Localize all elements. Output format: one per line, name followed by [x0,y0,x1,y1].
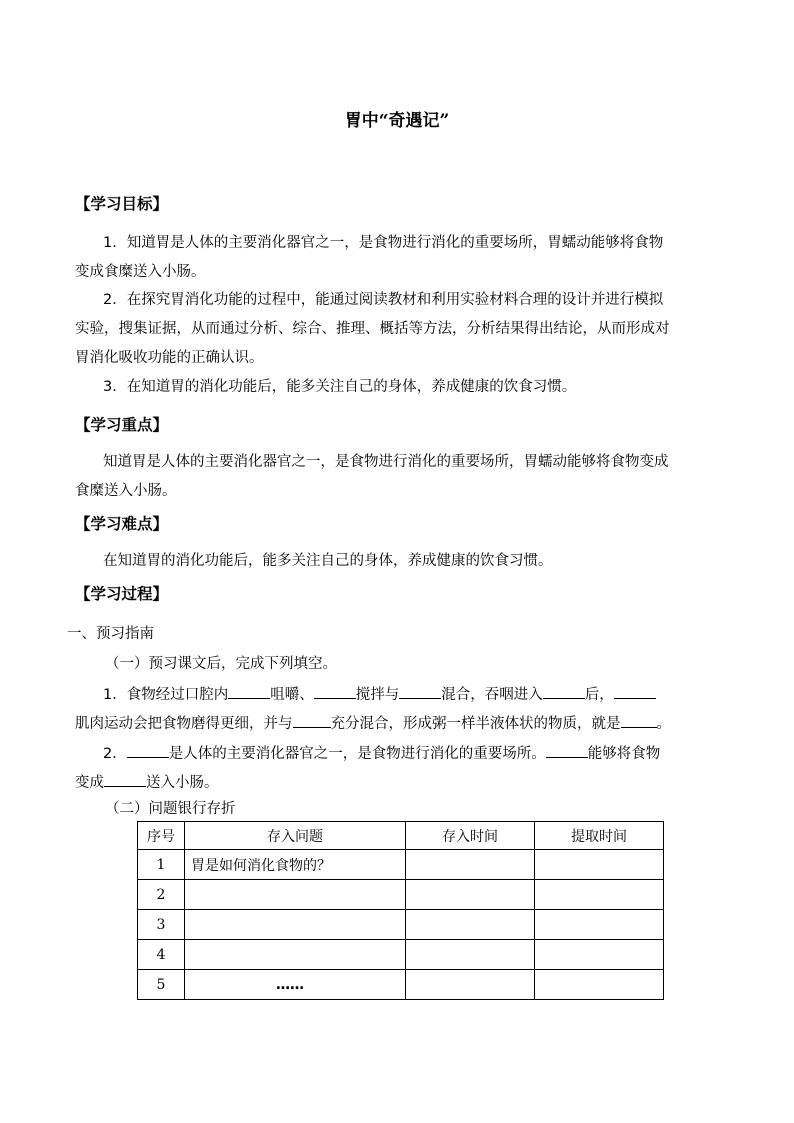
header-withdraw-time: 提取时间 [535,822,664,850]
q2-text-c: 能够将食物 [587,746,661,762]
deposit-time-cell[interactable] [406,880,535,910]
q1-text-f: 肌肉运动会把食物磨得更细，并与 [75,716,293,732]
blank-field[interactable] [104,771,146,787]
header-no: 序号 [138,822,185,850]
goal-2-line-2: 实验，搜集证据，从而通过分析、综合、推理、概括等方法，分析结果得出结论，从而形成对 [75,321,670,337]
blank-field[interactable] [546,742,588,758]
deposit-time-cell[interactable] [406,910,535,940]
header-deposit-time: 存入时间 [406,822,535,850]
fill-question-2-line-2 [75,771,219,793]
blank-field[interactable] [399,683,441,699]
sub-two-label: （二）问题银行存折 [105,801,236,817]
row-number: 3 [138,910,185,940]
question-cell[interactable] [185,940,406,970]
header-question: 存入问题 [185,822,406,850]
blank-field[interactable] [127,742,169,758]
deposit-time-cell[interactable] [406,940,535,970]
difficulties-heading: 【学习难点】 [75,515,169,533]
q1-text-b: 咀嚼、 [270,687,314,703]
q2-text-b: 是人体的主要消化器官之一，是食物进行消化的重要场所。 [168,746,546,762]
q2-text-a: 2． [103,746,127,762]
goal-1-line-2: 变成食糜送入小肠。 [75,264,206,280]
row-number: 2 [138,880,185,910]
question-bank-table [137,821,664,1000]
blank-field[interactable] [621,712,657,728]
withdraw-time-cell[interactable] [535,880,664,910]
withdraw-time-cell[interactable] [535,940,664,970]
key-points-line-2: 食糜送入小肠。 [75,483,177,499]
fill-question-1-line-2 [75,712,671,734]
deposit-time-cell[interactable] [406,850,535,880]
sub-one-label: （一）预习课文后，完成下列填空。 [105,656,337,672]
table-row [138,940,664,970]
question-cell[interactable]: …… [185,970,406,1000]
deposit-time-cell[interactable] [406,970,535,1000]
withdraw-time-cell[interactable] [535,910,664,940]
goal-1-line-1: 1．知道胃是人体的主要消化器官之一，是食物进行消化的重要场所，胃蠕动能够将食物 [103,235,664,251]
question-cell[interactable] [185,880,406,910]
difficulties-line-1: 在知道胃的消化功能后，能多关注自己的身体，养成健康的饮食习惯。 [103,553,553,569]
key-points-heading: 【学习重点】 [75,416,169,434]
row-number: 5 [138,970,185,1000]
table-row [138,850,664,880]
withdraw-time-cell[interactable] [535,850,664,880]
key-points-line-1: 知道胃是人体的主要消化器官之一，是食物进行消化的重要场所，胃蠕动能够将食物变成 [103,454,669,470]
withdraw-time-cell[interactable] [535,970,664,1000]
question-cell[interactable] [185,910,406,940]
q1-text-e: 后， [584,687,614,703]
row-number: 1 [138,850,185,880]
process-heading: 【学习过程】 [75,585,169,603]
q1-text-a: 1．食物经过口腔内 [103,687,229,703]
q1-text-d: 混合，吞咽进入 [441,687,543,703]
blank-field[interactable] [614,683,656,699]
goal-2-line-1: 2．在探究胃消化功能的过程中，能通过阅读教材和利用实验材料合理的设计并进行模拟 [103,292,664,308]
fill-question-1-line-1 [103,683,656,705]
table-row [138,880,664,910]
q2-text-d: 变成 [75,775,104,791]
table-row [138,970,664,1000]
row-number: 4 [138,940,185,970]
table-header-row [138,822,664,850]
blank-field[interactable] [293,712,331,728]
blank-field[interactable] [228,683,270,699]
q1-text-g: 充分混合，形成粥一样半液体状的物质，就是 [330,716,621,732]
page-title: 胃中“奇遇记” [344,111,450,131]
blank-field[interactable] [543,683,585,699]
q1-text-h: 。 [656,716,671,732]
q1-text-c: 搅拌与 [355,687,400,703]
goal-2-line-3: 胃消化吸收功能的正确认识。 [75,350,264,366]
blank-field[interactable] [314,683,356,699]
fill-question-2-line-1 [103,742,660,764]
goals-heading: 【学习目标】 [75,195,169,213]
part-one-label: 一、预习指南 [67,626,154,642]
question-cell[interactable]: 胃是如何消化食物的？ [185,850,406,880]
goal-3-line-1: 3．在知道胃的消化功能后，能多关注自己的身体，养成健康的饮食习惯。 [103,379,577,395]
table-row [138,910,664,940]
q2-text-e: 送入小肠。 [146,775,219,791]
